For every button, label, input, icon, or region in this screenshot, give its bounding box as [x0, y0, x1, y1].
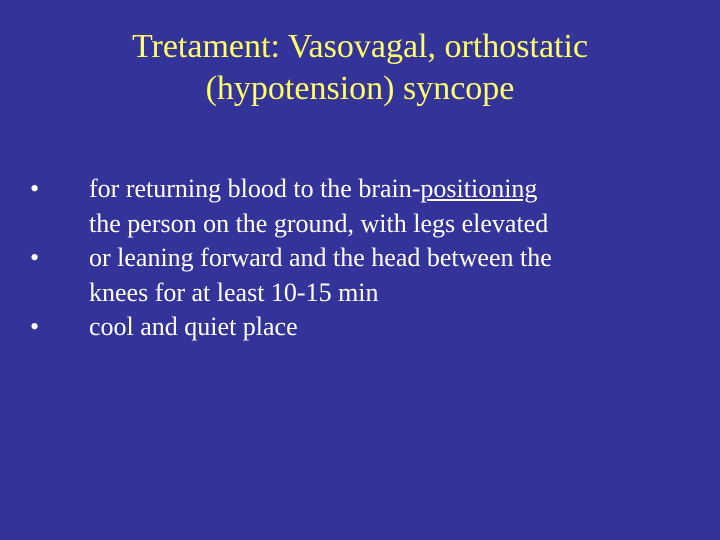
bullet-item-1 [30, 172, 690, 241]
title-line-1: Tretament: Vasovagal, orthostatic [131, 28, 589, 65]
bullet-list [30, 172, 690, 345]
bullet-item-2 [30, 241, 690, 310]
bullet-icon: • [30, 243, 40, 272]
bullet-1-line-2: the person on the ground, with legs elevated [89, 208, 549, 238]
bullet-3-line-1: cool and quiet place [89, 312, 298, 341]
bullet-item-3 [30, 310, 690, 345]
title-line-2: (hypotension) syncope [205, 70, 515, 107]
bullet-2-line-1: or leaning forward and the head between the [89, 243, 552, 272]
bullet-icon: • [30, 174, 40, 203]
bullet-1-underlined-word: positioning [420, 174, 538, 203]
bullet-icon: • [30, 312, 40, 341]
bullet-1-text-start: for returning blood to the brain- [89, 174, 421, 203]
slide-title [40, 26, 680, 110]
bullet-2-line-2: knees for at least 10-15 min [89, 277, 379, 307]
